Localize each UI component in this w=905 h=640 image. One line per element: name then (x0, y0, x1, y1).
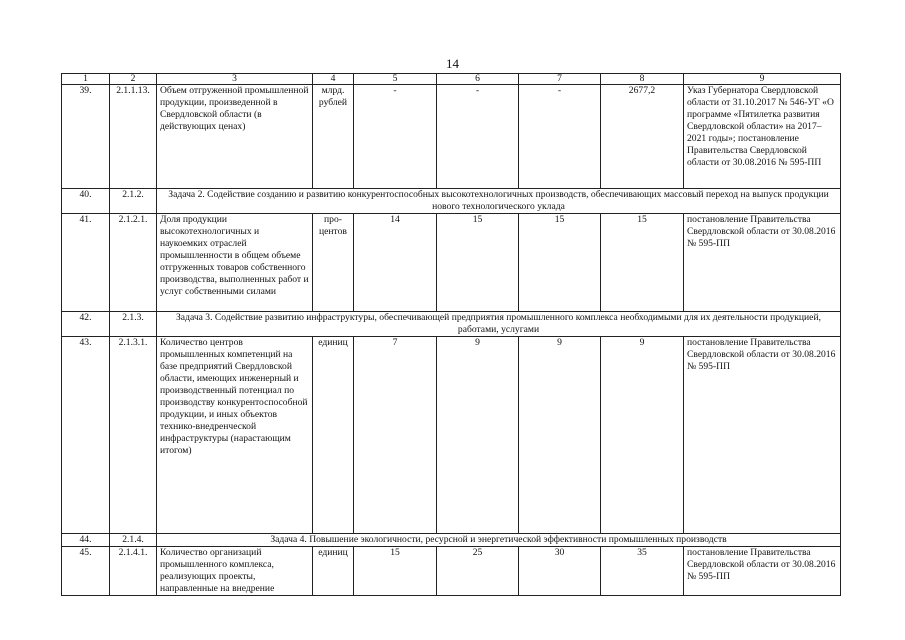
row-number: 39. (62, 85, 110, 189)
source-document: Указ Губернатора Свердловской области от 31.10.2017 № 546-УГ «О программе «Пятилетка развития Свердловской области» на 2017–2021 годы»; постановление Правительства Свердловской области от 30.08.2016 № 595-ПП (684, 85, 841, 189)
task-title: Задача 3. Содействие развитию инфраструктуры, обеспечивающей предприятия промышленного комплекса необходимыми для их деятельности продукцией, работами, услугами (157, 312, 841, 337)
value-col8: 9 (601, 337, 684, 534)
row-number: 44. (62, 534, 110, 547)
value-col6: 9 (437, 337, 519, 534)
indicator-name: Количество центров промышленных компетенций на базе предприятий Свердловской области, имеющих инженерный и производственный потенциал по производству конкурентоспособной продукции, и иных объектов технико-внедренческой инфраструктуры (нарастающим итогом) (157, 337, 313, 534)
row-code: 2.1.3. (110, 312, 157, 337)
row-number: 45. (62, 547, 110, 596)
source-document: постановление Правительства Свердловской области от 30.08.2016 № 595-ПП (684, 337, 841, 534)
row-code: 2.1.1.13. (110, 85, 157, 189)
table-row (62, 85, 841, 189)
value-col7: 30 (519, 547, 601, 596)
column-header: 7 (519, 74, 601, 85)
unit: единиц (313, 547, 354, 596)
value-col5: 15 (354, 547, 437, 596)
task-row (62, 534, 841, 547)
source-document: постановление Правительства Свердловской области от 30.08.2016 № 595-ПП (684, 214, 841, 312)
row-code: 2.1.2. (110, 189, 157, 214)
column-header: 2 (110, 74, 157, 85)
column-header: 3 (157, 74, 313, 85)
column-header: 6 (437, 74, 519, 85)
value-col6: - (437, 85, 519, 189)
value-col5: 7 (354, 337, 437, 534)
indicator-name: Доля продукции высокотехнологичных и наукоемких отраслей промышленности в общем объеме отгруженных товаров собственного производства, выполненных работ и услуг собственными силами (157, 214, 313, 312)
value-col8: 15 (601, 214, 684, 312)
column-header: 8 (601, 74, 684, 85)
task-title: Задача 2. Содействие созданию и развитию конкурентоспособных высокотехнологичных производств, обеспечивающих массовый переход на выпуск продукции нового технологического уклада (157, 189, 841, 214)
value-col7: 15 (519, 214, 601, 312)
indicator-name: Количество организаций промышленного комплекса, реализующих проекты, направленные на внедрение (157, 547, 313, 596)
row-code: 2.1.3.1. (110, 337, 157, 534)
value-col7: - (519, 85, 601, 189)
indicator-name: Объем отгруженной промышленной продукции, произведенной в Свердловской области (в действующих ценах) (157, 85, 313, 189)
column-header: 9 (684, 74, 841, 85)
task-row (62, 189, 841, 214)
page-number: 14 (446, 56, 459, 71)
table-row (62, 337, 841, 534)
value-col6: 15 (437, 214, 519, 312)
table-header-row (62, 74, 841, 85)
unit: про-центов (313, 214, 354, 312)
column-header: 1 (62, 74, 110, 85)
value-col8: 35 (601, 547, 684, 596)
table-row (62, 547, 841, 596)
row-code: 2.1.4.1. (110, 547, 157, 596)
unit: млрд. рублей (313, 85, 354, 189)
value-col6: 25 (437, 547, 519, 596)
task-row (62, 312, 841, 337)
task-title: Задача 4. Повышение экологичности, ресурсной и энергетической эффективности промышленных производств (157, 534, 841, 547)
unit: единиц (313, 337, 354, 534)
row-code: 2.1.2.1. (110, 214, 157, 312)
source-document: постановление Правительства Свердловской области от 30.08.2016 № 595-ПП (684, 547, 841, 596)
value-col5: 14 (354, 214, 437, 312)
value-col5: - (354, 85, 437, 189)
row-code: 2.1.4. (110, 534, 157, 547)
row-number: 42. (62, 312, 110, 337)
table-row (62, 214, 841, 312)
column-header: 5 (354, 74, 437, 85)
row-number: 40. (62, 189, 110, 214)
indicators-table (61, 73, 841, 596)
value-col8: 2677,2 (601, 85, 684, 189)
value-col7: 9 (519, 337, 601, 534)
row-number: 41. (62, 214, 110, 312)
column-header: 4 (313, 74, 354, 85)
row-number: 43. (62, 337, 110, 534)
